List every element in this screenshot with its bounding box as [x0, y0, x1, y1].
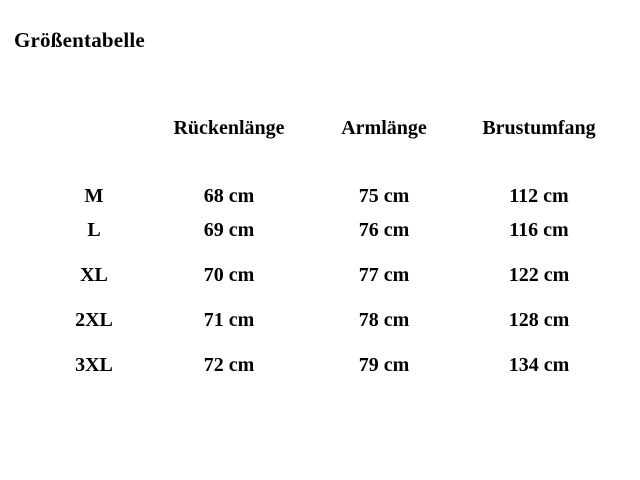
row-size-label: 2XL: [75, 309, 113, 331]
table-row: [40, 253, 620, 298]
column-header-chestcircumference: Brustumfang: [482, 116, 596, 139]
table-row: [40, 151, 620, 208]
cell-armlength: 76 cm: [358, 219, 410, 241]
row-size-label: L: [87, 219, 101, 241]
table-header-row: [40, 105, 620, 151]
row-size-label: M: [84, 185, 104, 207]
cell-armlength: 75 cm: [358, 185, 410, 207]
table-row: [40, 298, 620, 343]
cell-armlength: 77 cm: [358, 264, 410, 286]
cell-backlength: 69 cm: [203, 219, 255, 241]
table-corner-header: [40, 105, 148, 151]
cell-armlength: 78 cm: [358, 309, 410, 331]
table-header: [40, 105, 620, 151]
cell-backlength: 72 cm: [203, 354, 255, 376]
cell-armlength: 79 cm: [358, 354, 410, 376]
cell-chestcircumference: 116 cm: [509, 219, 569, 241]
cell-chestcircumference: 128 cm: [508, 309, 570, 331]
table-body: [40, 151, 620, 388]
page-title: Größentabelle: [14, 28, 145, 52]
cell-chestcircumference: 134 cm: [508, 354, 570, 376]
column-header-backlength: Rückenlänge: [173, 116, 285, 139]
table-row: [40, 208, 620, 253]
row-size-label: 3XL: [75, 354, 113, 376]
column-header-armlength: Armlänge: [341, 116, 427, 139]
row-size-label: XL: [80, 264, 108, 286]
cell-backlength: 70 cm: [203, 264, 255, 286]
cell-backlength: 68 cm: [203, 185, 255, 207]
size-table: [40, 105, 620, 388]
cell-chestcircumference: 122 cm: [508, 264, 570, 286]
cell-backlength: 71 cm: [203, 309, 255, 331]
table-row: [40, 343, 620, 388]
cell-chestcircumference: 112 cm: [509, 185, 569, 207]
